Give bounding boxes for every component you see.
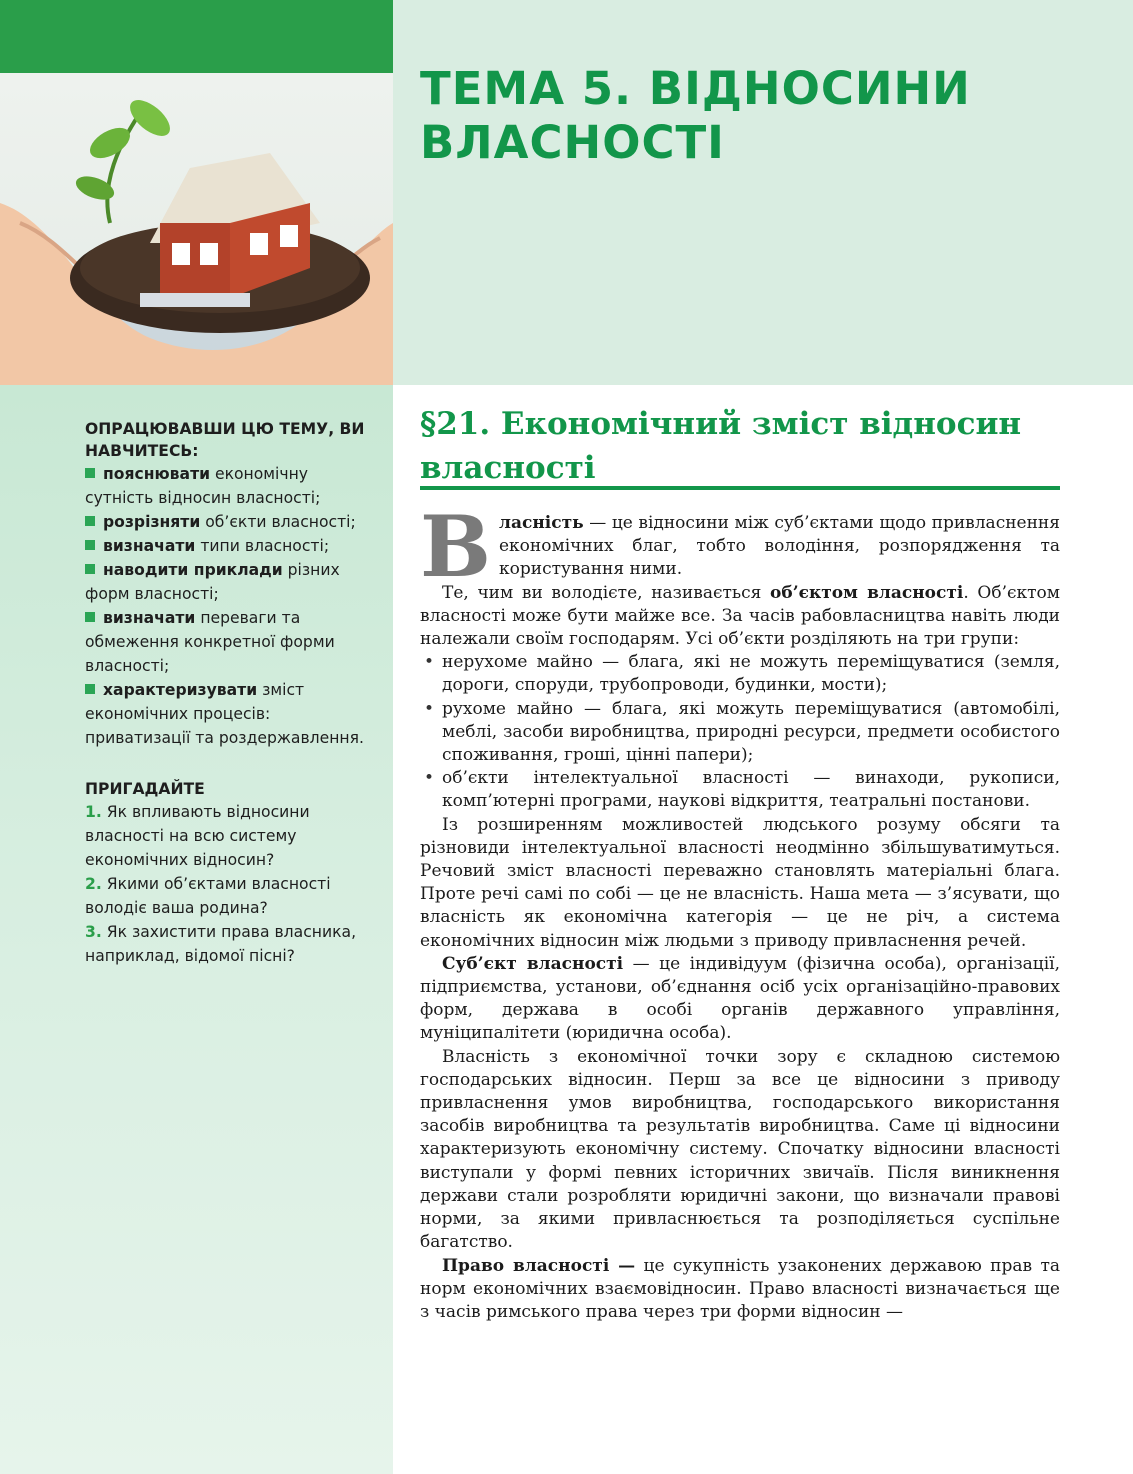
learn-item-keyword: визначати: [103, 537, 196, 555]
list-item: • об’єкти інтелектуальної власності — винаходи, рукописи, комп’ютерні програми, наукові відкриття, театральні постанови.: [420, 767, 1060, 813]
learn-item-text: зміст економічних процесів: приватизації та роздержавлення.: [85, 681, 364, 747]
green-corner-tab: [0, 0, 393, 73]
main-text: [420, 497, 1060, 1324]
learn-item-text: типи власності;: [195, 537, 330, 555]
recall-question: [85, 872, 375, 920]
learn-heading: ОПРАЦЮВАВШИ ЦЮ ТЕМУ, ВИ НАВЧИТЕСЬ:: [85, 420, 365, 460]
learn-item-keyword: характеризувати: [103, 681, 258, 699]
learn-item: [85, 510, 375, 534]
learn-item: [85, 606, 375, 678]
object-groups-list: [420, 651, 1060, 813]
objects-text-a: Те, чим ви володієте, називається: [442, 582, 771, 603]
right-paragraph: [420, 1255, 1060, 1325]
square-bullet-icon: [85, 468, 95, 478]
question-number: 2.: [85, 875, 102, 893]
subject-text: — це індивідуум (фізична особа), організації, підприємства, установи, об’єднання осіб усіх організаційно-правових форм, держава в особі органів державного управління, муніципалітети (юридична особа).: [420, 953, 1060, 1044]
drop-cap: В: [420, 497, 491, 596]
objects-paragraph: [420, 582, 1060, 652]
list-item: • рухоме майно — блага, які можуть переміщуватися (автомобілі, меблі, засоби виробництва, природні ресурси, предмети особистого споживання, гроші, цінні папери);: [420, 698, 1060, 768]
question-text: Як захистити права власника, наприклад, відомої пісні?: [85, 923, 357, 965]
square-bullet-icon: [85, 540, 95, 550]
right-text: це сукупність узаконених державою прав та норм економічних взаємовідносин. Право власності визначається ще з часів римського права через три форми відносин —: [420, 1255, 1060, 1322]
term-subject: Суб’єкт власності: [442, 953, 624, 974]
term-right: Право власності —: [442, 1255, 636, 1276]
objects-text-b: . Об’єктом власності може бути майже все. За часів рабовласництва навіть люди належали своїм господарям. Усі об’єкти розділяють на три групи:: [420, 582, 1060, 650]
learn-item-text: переваги та обмеження конкретної форми власності;: [85, 609, 335, 675]
intro-text: — це відносини між суб’єктами щодо привласнення економічних благ, тобто володіння, розпорядження та користування ними.: [499, 513, 1060, 580]
hands-house-photo: [0, 73, 393, 385]
recall-heading: ПРИГАДАЙТЕ: [85, 780, 205, 798]
learn-item-keyword: визначати: [103, 609, 196, 627]
recall-question: [85, 800, 375, 872]
square-bullet-icon: [85, 612, 95, 622]
subject-paragraph: [420, 953, 1060, 1046]
learn-item-text: економічну сутність відносин власності;: [85, 465, 321, 507]
learn-item-text: різних форм власності;: [85, 561, 340, 603]
square-bullet-icon: [85, 516, 95, 526]
intellectual-paragraph: Із розширенням можливостей людського розуму обсяги та різновиди інтелектуальної власності неодмінно збільшуватимуться. Речовий зміст власності переважно становлять матеріальні блага. Проте речі самі по собі — це не власність. Наша мета — з’ясувати, що власність як економічна категорія — це не річ, а система економічних відносин між людьми з приводу привласнення речей.: [420, 814, 1060, 951]
recall-list: [85, 800, 375, 968]
question-number: 1.: [85, 803, 102, 821]
section-divider: [420, 486, 1060, 490]
learn-item-keyword: розрізняти: [103, 513, 201, 531]
learn-item-keyword: наводити приклади: [103, 561, 283, 579]
economic-view-paragraph: Власність з економічної точки зору є складною системою господарських відносин. Перш за все це відносини з приводу привласнення умов виробництва, господарського використання засобів виробництва та результатів виробництва. Саме ці відносини характеризують економічну систему. Спочатку відносини власності виступали у формі певних історичних звичаїв. Після виникнення держави стали розробляти юридичні закони, що визначали правові норми, за якими привласнюється та розподіляється суспільне багатство.: [420, 1046, 1060, 1253]
term-object: об’єктом власності: [770, 582, 964, 603]
learn-item: [85, 534, 375, 558]
learn-item: [85, 558, 375, 606]
learn-list: [85, 462, 375, 750]
question-text: Якими об’єктами власності володіє ваша родина?: [85, 875, 331, 917]
question-text: Як впливають відносини власності на всю систему економічних відносин?: [85, 803, 310, 869]
question-number: 3.: [85, 923, 102, 941]
house-in-hands-illustration: [0, 73, 393, 385]
list-item: • нерухоме майно — блага, які не можуть переміщуватися (земля, дороги, споруди, трубопроводи, будинки, мости);: [420, 651, 1060, 697]
section-title: §21. Економічний зміст відносин власності: [420, 406, 1022, 486]
learn-item-keyword: пояснювати: [103, 465, 211, 483]
square-bullet-icon: [85, 564, 95, 574]
topic-header-band: [393, 0, 1133, 385]
learn-item-text: об’єкти власності;: [200, 513, 356, 531]
term-ownership: ласність: [499, 513, 584, 533]
square-bullet-icon: [85, 684, 95, 694]
topic-title: ТЕМА 5. ВІДНОСИНИ ВЛАСНОСТІ: [420, 62, 971, 169]
learn-item: [85, 678, 375, 750]
learn-item: [85, 462, 375, 510]
sidebar-content: [85, 418, 375, 968]
recall-question: [85, 920, 375, 968]
